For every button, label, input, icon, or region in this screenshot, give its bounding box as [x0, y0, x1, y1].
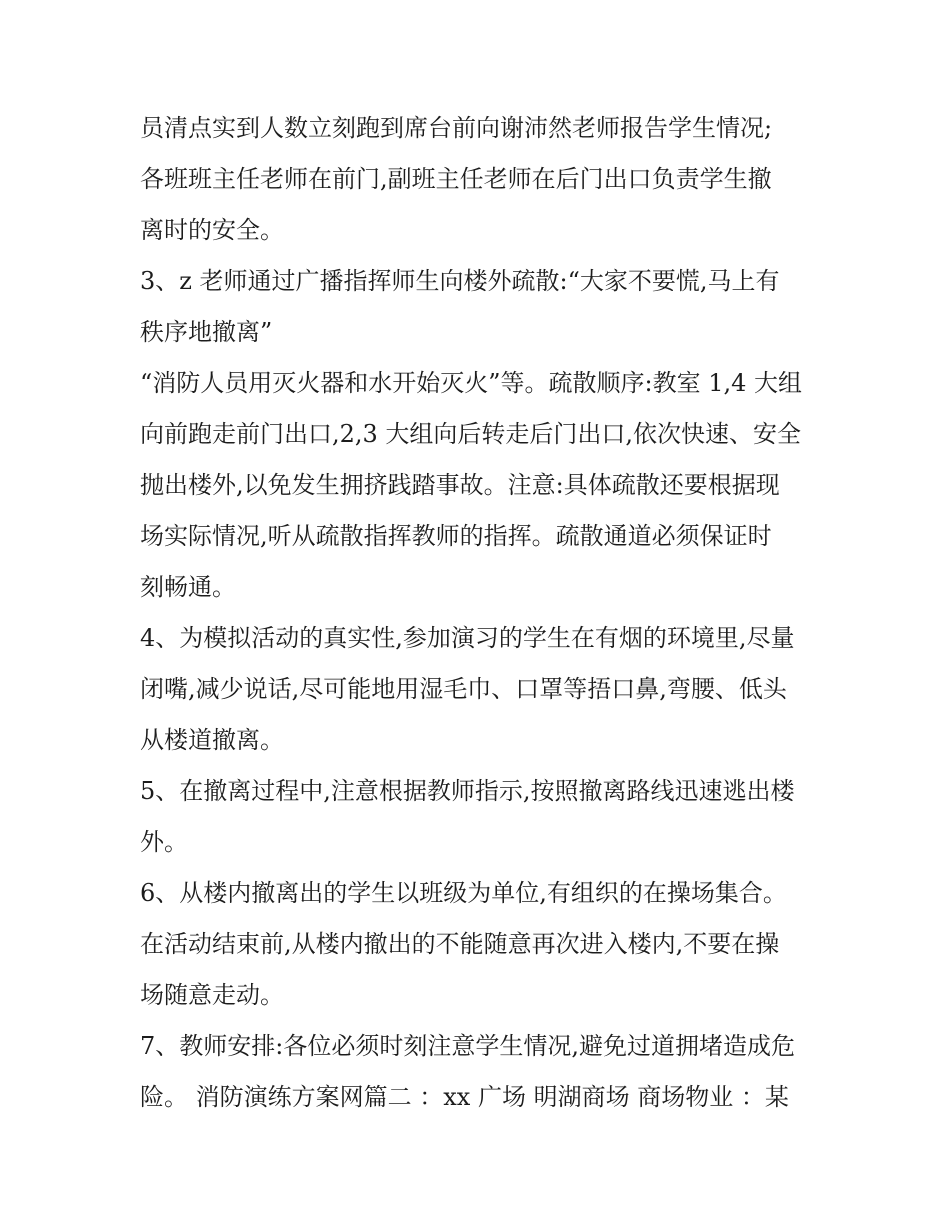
- document-body: [140, 103, 840, 1123]
- text-line: 秩序地撤离”: [140, 318, 273, 346]
- text-line: 场实际情况,听从疏散指挥教师的指挥。疏散通道必须保证时: [140, 522, 772, 550]
- text-line: 向前跑走前门出口,2,3 大组向后转走后门出口,依次快速、安全: [140, 420, 802, 448]
- text-line: 5、在撤离过程中,注意根据教师指示,按照撤离路线迅速逃出楼: [140, 777, 795, 805]
- text-line: 刻畅通。: [140, 573, 236, 601]
- text-line: 场随意走动。: [140, 981, 284, 1009]
- text-line: 各班班主任老师在前门,副班主任老师在后门出口负责学生撤: [140, 165, 772, 193]
- text-line: 险。 消防演练方案网篇二 ：xx 广场 明湖商场 商场物业 ：某: [140, 1083, 789, 1111]
- text-line: 抛出楼外,以免发生拥挤践踏事故。注意:具体疏散还要根据现: [140, 471, 780, 499]
- text-line: 从楼道撤离。: [140, 726, 284, 754]
- text-line: 4、为模拟活动的真实性,参加演习的学生在有烟的环境里,尽量: [140, 624, 795, 652]
- text-line: 7、教师安排:各位必须时刻注意学生情况,避免过道拥堵造成危: [140, 1032, 795, 1060]
- text-line: 离时的安全。: [140, 216, 284, 244]
- text-line: “消防人员用灭火器和水开始灭火”等。疏散顺序:教室 1,4 大组: [140, 369, 803, 397]
- text-line: 员清点实到人数立刻跑到席台前向谢沛然老师报告学生情况;: [140, 114, 773, 142]
- text-line: 6、从楼内撤离出的学生以班级为单位,有组织的在操场集合。: [140, 879, 787, 907]
- text-line: 闭嘴,减少说话,尽可能地用湿毛巾、口罩等捂口鼻,弯腰、低头: [140, 675, 787, 703]
- text-line: 外。: [140, 828, 188, 856]
- text-line: 3、z 老师通过广播指挥师生向楼外疏散:“大家不要慌,马上有: [140, 267, 780, 295]
- text-line: 在活动结束前,从楼内撤出的不能随意再次进入楼内,不要在操: [140, 930, 780, 958]
